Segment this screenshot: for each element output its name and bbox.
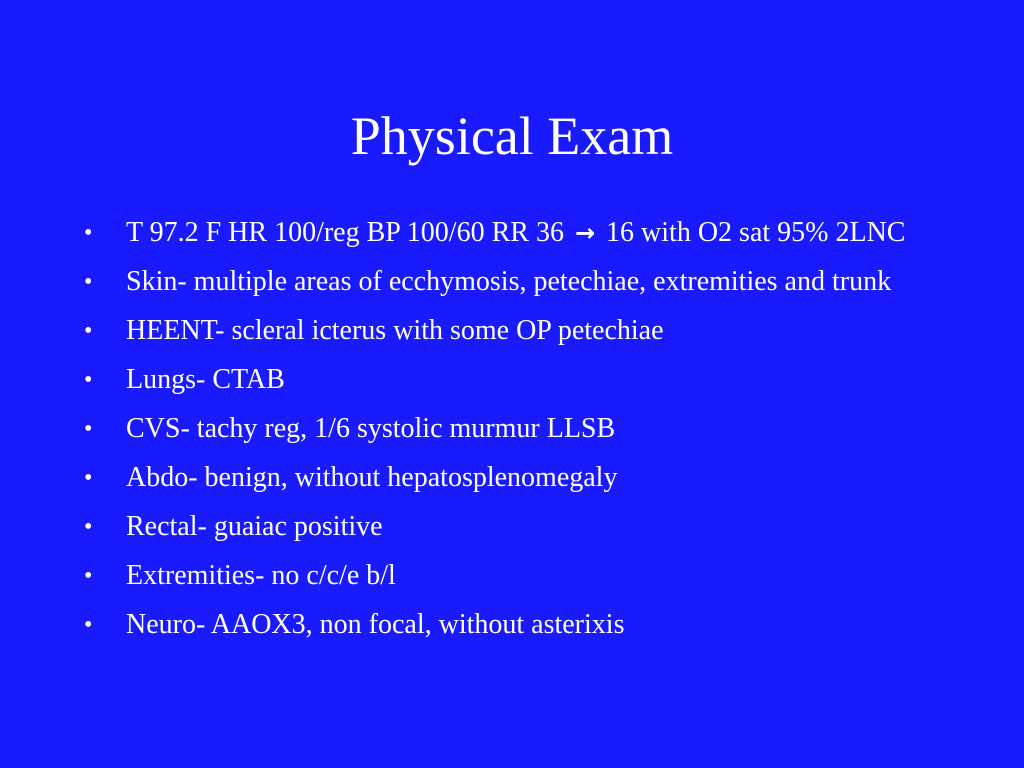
bullet-icon: • <box>84 465 93 491</box>
bullet-item-abdo <box>84 459 944 497</box>
bullet-icon: • <box>84 318 93 344</box>
bullet-item-neuro <box>84 606 944 644</box>
bullet-text: Rectal- guaiac positive <box>126 511 383 542</box>
slide-title: Physical Exam <box>350 106 674 166</box>
bullet-icon: • <box>84 220 93 246</box>
bullet-item-lungs <box>84 361 944 399</box>
bullet-text: HEENT- scleral icterus with some OP petechiae <box>126 315 664 346</box>
bullet-icon: • <box>84 416 93 442</box>
bullet-item-rectal <box>84 508 944 546</box>
bullet-text: Lungs- CTAB <box>126 364 285 395</box>
arrow-right-icon: → <box>574 219 596 247</box>
bullet-icon: • <box>84 269 93 295</box>
bullet-item-cvs <box>84 410 944 448</box>
bullet-text: Neuro- AAOX3, non focal, without asterixis <box>126 609 625 640</box>
bullet-icon: • <box>84 367 93 393</box>
bullet-icon: • <box>84 563 93 589</box>
bullet-item-vitals <box>84 214 944 252</box>
bullet-icon: • <box>84 612 93 638</box>
bullet-text: Abdo- benign, without hepatosplenomegaly <box>126 462 618 493</box>
bullet-list <box>84 214 944 655</box>
bullet-item-skin <box>84 263 944 301</box>
bullet-text: CVS- tachy reg, 1/6 systolic murmur LLSB <box>126 413 616 444</box>
bullet-text: Extremities- no c/c/e b/l <box>126 560 396 591</box>
bullet-item-heent <box>84 312 944 350</box>
bullet-icon: • <box>84 514 93 540</box>
vitals-text-start: T 97.2 F HR 100/reg BP 100/60 RR 36 <box>126 217 564 248</box>
bullet-item-extremities <box>84 557 944 595</box>
vitals-text-end: 16 with O2 sat 95% 2LNC <box>606 217 906 248</box>
bullet-text: Skin- multiple areas of ecchymosis, petechiae, extremities and trunk <box>126 266 892 297</box>
